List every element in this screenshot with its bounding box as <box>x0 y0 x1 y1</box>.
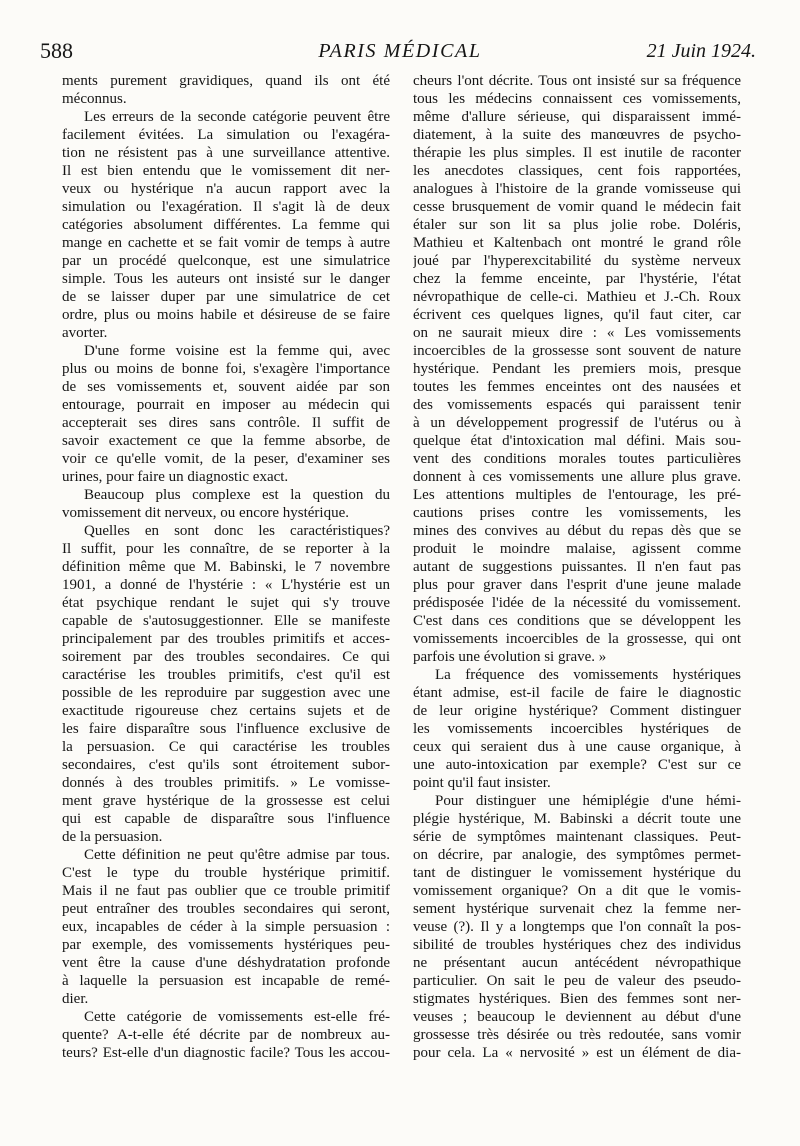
text-line: vent des conditions morales toutes particulières <box>413 451 741 467</box>
text-line: pour cela. La « nervosité » est un élément de dia- <box>413 1045 741 1061</box>
journal-title: PARIS MÉDICAL <box>318 40 482 62</box>
paragraph <box>62 108 390 342</box>
paragraph <box>62 342 390 486</box>
text-line: analogues à l'histoire de la grande vomisseuse qui <box>413 181 741 197</box>
text-line: cesse brusquement de vomir quand le médecin fait <box>413 199 741 215</box>
text-line: accepterait ses dires sans contrôle. Il suffit de <box>62 415 390 431</box>
text-line: Les attentions multiples de l'entourage, les pré- <box>413 487 741 503</box>
text-line: peut entraîner des troubles secondaires qui seront, <box>62 901 390 917</box>
text-line: la persuasion. Ce qui caractérise les troubles <box>62 739 390 755</box>
text-line: teurs? Est-elle d'un diagnostic facile? Tous les accou- <box>62 1045 390 1061</box>
text-line: ment grave hystérique de la grossesse est celui <box>62 793 390 809</box>
text-line: tant de distinguer le vomissement hystérique du <box>413 865 741 881</box>
paragraph <box>413 666 741 792</box>
text-line: entourage, pourrait en imposer au médecin qui <box>62 397 390 413</box>
text-line: Pour distinguer une hémiplégie d'une hémi- <box>435 793 741 809</box>
text-line: de ses vomissements et, souvent aidée par son <box>62 379 390 395</box>
text-line: thérapie les plus simples. Il est inutile de raconter <box>413 145 741 161</box>
text-line: on ne saurait mieux dire : « Les vomissements <box>413 325 741 341</box>
text-line: joué par l'hyperexcitabilité du système nerveux <box>413 253 741 269</box>
text-line: voir ce qu'elle vomit, de la peser, d'examiner ses <box>62 451 390 467</box>
paragraph <box>413 72 741 666</box>
text-line: stigmates hystériques. Bien des femmes sont ner- <box>413 991 741 1007</box>
text-line: Mathieu et Kaltenbach ont montré le grand rôle <box>413 235 741 251</box>
text-line: sibilité de troubles hystériques chez des individus <box>413 937 741 953</box>
paragraph <box>62 72 390 108</box>
text-line: ordre, plus ou moins habile et désireuse de se faire <box>62 307 390 323</box>
text-line: ceux qui seraient dus à une cause organique, à <box>413 739 741 755</box>
text-line: les vomissements incoercibles hystériques de <box>413 721 741 737</box>
text-line: cheurs l'ont décrite. Tous ont insisté sur sa fréquence <box>413 73 741 89</box>
paragraph <box>62 522 390 846</box>
text-line: C'est le type du trouble hystérique primitif. <box>62 865 390 881</box>
text-line: par un procédé quelconque, est une simulatrice <box>62 253 390 269</box>
text-line: possible de les reproduire par suggestion avec une <box>62 685 390 701</box>
text-line: ments purement gravidiques, quand ils ont été <box>62 73 390 89</box>
text-line: veuses ; beaucoup le deviennent au début d'une <box>413 1009 741 1025</box>
text-line: étaler sur son lit sa plus jolie robe. Doléris, <box>413 217 741 233</box>
text-line: névropathique de celle-ci. Mathieu et J.-Ch. Roux <box>413 289 741 305</box>
text-line: plégie hystérique, M. Babinski a décrit toute une <box>413 811 741 827</box>
text-line: facilement évitées. La simulation ou l'exagéra- <box>62 127 390 143</box>
text-line: vomissement dit nerveux, ou encore hystérique. <box>62 505 350 521</box>
text-line: caractérise les troubles primitifs, c'est qu'il est <box>62 667 390 683</box>
text-line: Beaucoup plus complexe est la question du <box>84 487 390 503</box>
text-line: ne présentant aucun antécédent névropathique <box>413 955 741 971</box>
text-line: point qu'il faut insister. <box>413 775 551 791</box>
paragraph <box>413 792 741 1062</box>
paragraph <box>62 846 390 1008</box>
text-line: méconnus. <box>62 91 127 107</box>
text-line: Mais il ne faut pas oublier que ce trouble primitif <box>62 883 390 899</box>
text-line: vomissement organique? On a dit que le vomis- <box>413 883 741 899</box>
text-line: une auto-intoxication par exemple? C'est sur ce <box>413 757 741 773</box>
paragraph <box>62 1008 390 1062</box>
text-line: La fréquence des vomissements hystériques <box>435 667 741 683</box>
text-line: de leur origine hystérique? Comment distinguer <box>413 703 741 719</box>
text-line: quelque état d'intoxication mal défini. Mais sou- <box>413 433 741 449</box>
text-line: par exemple, des vomissements hystériques peu- <box>62 937 390 953</box>
text-line: particulier. On sait le peu de valeur des pseudo- <box>413 973 741 989</box>
text-line: mange en cachette et se fait vomir de temps à autre <box>62 235 390 251</box>
text-line: secondaires, c'est qu'ils sont étroitement subor- <box>62 757 390 773</box>
text-line: vomissements incoercibles de la grossesse, qui ont <box>413 631 741 647</box>
text-line: écrivent ces quelques lignes, qu'il faut citer, car <box>413 307 741 323</box>
text-line: simple. Tous les auteurs ont insisté sur le danger <box>62 271 390 287</box>
text-line: grossesse très désirée ou très redoutée, sans vomir <box>413 1027 741 1043</box>
text-line: les faire disparaître sous l'influence exclusive de <box>62 721 390 737</box>
text-line: catégories absolument différentes. La femme qui <box>62 217 390 233</box>
text-line: autant de suggestions puissantes. Il n'en faut pas <box>413 559 741 575</box>
text-line: des vomissements espacés qui paraissent tenir <box>413 397 741 413</box>
text-line: exactitude rigoureuse chez certains sujets et de <box>62 703 390 719</box>
text-line: chez la femme enceinte, par l'hystérie, l'état <box>413 271 741 287</box>
text-line: Il suffit, pour les connaître, de se reporter à la <box>62 541 390 557</box>
text-line: donnent à ces vomissements une allure plus grave. <box>413 469 741 485</box>
text-line: capable de s'autosuggestionner. Elle se manifeste <box>62 613 390 629</box>
text-line: veuse (?). Il y a longtemps que l'on connaît la pos- <box>413 919 741 935</box>
text-line: série de symptômes maintenant classiques. Peut- <box>413 829 741 845</box>
text-line: Quelles en sont donc les caractéristiques? <box>84 523 390 539</box>
text-line: C'est dans ces conditions que se développent les <box>413 613 741 629</box>
text-line: tous les médecins connaissent ces vomissements, <box>413 91 741 107</box>
text-line: tion ne résistent pas à une surveillance attentive. <box>62 145 390 161</box>
text-line: de la persuasion. <box>62 829 163 845</box>
text-line: veux ou hystérique n'a aucun rapport avec la <box>62 181 390 197</box>
page-number: 588 <box>40 38 73 63</box>
text-line: sement hystérique survenait chez la femme ner- <box>413 901 741 917</box>
text-line: on décrire, par analogie, des symptômes permet- <box>413 847 741 863</box>
text-line: parfois une évolution si grave. » <box>413 649 607 665</box>
text-line: état psychique rendant le sujet qui s'y trouve <box>62 595 390 611</box>
text-line: donnés à des troubles primitifs. » Le vomisse- <box>62 775 390 791</box>
text-line: avorter. <box>62 325 108 341</box>
text-line: prédisposée l'idée de la nécessité du vomissement. <box>413 595 741 611</box>
text-line: Cette définition ne peut qu'être admise par tous. <box>84 847 390 863</box>
text-line: dier. <box>62 991 89 1007</box>
text-line: définition même que M. Babinski, le 7 novembre <box>62 559 390 575</box>
left-column <box>62 72 390 1062</box>
text-line: étant admise, est-il facile de faire le diagnostic <box>413 685 741 701</box>
text-line: Les erreurs de la seconde catégorie peuvent être <box>84 109 390 125</box>
text-line: 1901, a donné de l'hystérie : « L'hystérie est un <box>62 577 390 593</box>
text-line: de se laisser duper par une simulatrice de cet <box>62 289 390 305</box>
text-line: plus pour graver dans l'esprit d'une jeune malade <box>413 577 741 593</box>
text-line: incoercibles de la grossesse sont souvent de nature <box>413 343 741 359</box>
text-line: même d'allure sérieuse, qui disparaissent immé- <box>413 109 741 125</box>
text-line: Cette catégorie de vomissements est-elle fré- <box>84 1009 390 1025</box>
text-line: savoir exactement ce que la femme absorbe, de <box>62 433 390 449</box>
text-line: eux, incapables de céder à la simple persuasion : <box>62 919 390 935</box>
text-line: à laquelle la persuasion est incapable de remé- <box>62 973 390 989</box>
text-line: à un développement progressif de l'utérus ou à <box>413 415 741 431</box>
text-line: simulation ou l'exagération. Il s'agit là de deux <box>62 199 390 215</box>
text-line: hystérique. Pendant les premiers mois, presque <box>413 361 741 377</box>
text-line: quente? A-t-elle été décrite par de nombreux au- <box>62 1027 390 1043</box>
paragraph <box>62 486 390 522</box>
text-line: les anecdotes classiques, cent fois rapportées, <box>413 163 741 179</box>
text-line: Il est bien entendu que le vomissement dit ner- <box>62 163 390 179</box>
text-line: plus ou moins de bonne foi, s'exagère l'importance <box>62 361 390 377</box>
text-line: produit le moindre malaise, agissent comme <box>413 541 741 557</box>
text-line: toutes les femmes enceintes ont des nausées et <box>413 379 741 395</box>
text-line: urines, pour faire un diagnostic exact. <box>62 469 289 485</box>
text-line: D'une forme voisine est la femme qui, avec <box>84 343 390 359</box>
text-line: principalement par des troubles primitifs et acces- <box>62 631 390 647</box>
text-line: mines des convives au début du repas dès que se <box>413 523 741 539</box>
text-line: cautions prises contre les vomissements, les <box>413 505 741 521</box>
text-line: qui est capable de disparaître sous l'influence <box>62 811 390 827</box>
right-column <box>413 72 741 1062</box>
issue-date: 21 Juin 1924. <box>646 40 756 62</box>
text-line: soirement par des troubles secondaires. Ce qui <box>62 649 390 665</box>
text-line: diatement, à la suite des manœuvres de psycho- <box>413 127 741 143</box>
text-line: vent être la cause d'une déshydratation profonde <box>62 955 390 971</box>
